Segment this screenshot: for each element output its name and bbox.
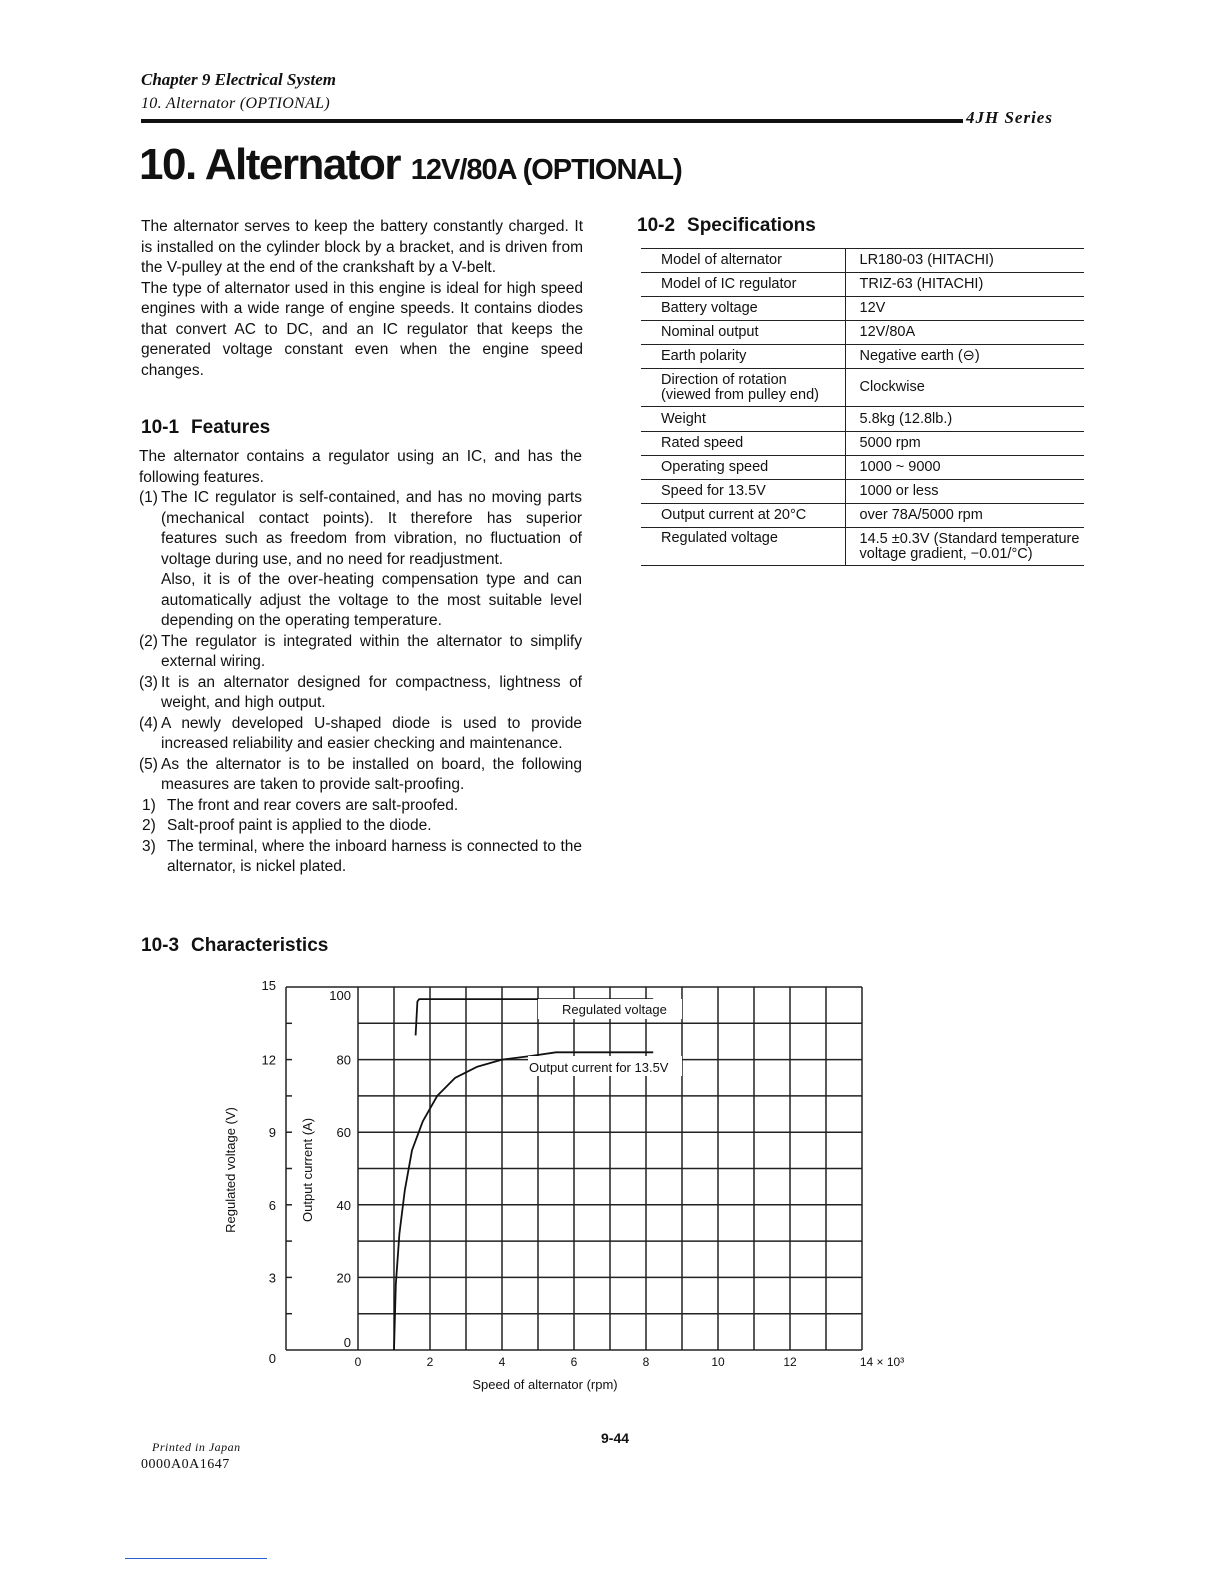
spec-value: over 78A/5000 rpm <box>845 504 1084 528</box>
y-right-axis-label: Output current (A) <box>300 1117 315 1223</box>
spec-value: TRIZ-63 (HITACHI) <box>845 273 1084 297</box>
list-marker: (4) <box>139 714 158 732</box>
list-marker: 1) <box>142 796 156 814</box>
list-item-text: The front and rear covers are salt-proofed. <box>167 796 459 814</box>
document-code: 0000A0A1647 <box>141 1457 230 1472</box>
spec-value: 12V <box>845 297 1084 321</box>
specs-heading-number: 10-2 <box>637 215 676 236</box>
spec-label: Battery voltage <box>641 297 845 321</box>
chart-series <box>394 999 653 1350</box>
spec-label: Output current at 20°C <box>641 504 845 528</box>
spec-label: Regulated voltage <box>641 528 845 566</box>
spec-value: 1000 ~ 9000 <box>845 456 1084 480</box>
intro-paragraph: The type of alternator used in this engine is ideal for high speed engines with a wide range of engine speeds. It contains diodes that convert AC to DC, and an IC regulator that keeps the generated voltage constant even when the engine speed changes. <box>141 279 583 379</box>
list-item-text: A newly developed U-shaped diode is used to provide increased reliability and easier checking and maintenance. <box>161 714 582 752</box>
series-label: 4JH Series <box>966 108 1053 127</box>
features-heading-label: Features <box>191 417 271 438</box>
x-tick-label: 8 <box>642 1355 650 1369</box>
section-subtitle: 10. Alternator (OPTIONAL) <box>141 95 330 112</box>
list-item-text: It is an alternator designed for compactness, lightness of weight, and high output. <box>161 673 582 711</box>
y-left-tick-label: 9 <box>268 1125 276 1141</box>
spec-label: Operating speed <box>641 456 845 480</box>
y-right-tick-label: 100 <box>329 988 351 1003</box>
x-tick-label: 2 <box>426 1355 434 1369</box>
specs-heading-label: Specifications <box>687 215 816 236</box>
y-left-tick-label: 3 <box>268 1270 276 1286</box>
spec-value: Clockwise <box>845 369 1084 407</box>
x-tick-label: 4 <box>498 1355 506 1369</box>
chart-grid <box>358 987 862 1350</box>
spec-label: Model of IC regulator <box>641 273 845 297</box>
y-right-tick-label: 60 <box>336 1125 351 1141</box>
spec-label: Direction of rotation (viewed from pulley end) <box>641 369 845 407</box>
spec-label: Speed for 13.5V <box>641 480 845 504</box>
spec-label: Model of alternator <box>641 249 845 273</box>
x-axis-label: Speed of alternator (rpm) <box>472 1377 618 1392</box>
x-tick-label: 14 × 10³ <box>859 1355 905 1369</box>
spec-label: Nominal output <box>641 321 845 345</box>
list-marker: (2) <box>139 632 158 650</box>
list-item-extra: Also, it is of the over-heating compensation type and can automatically adjust the voltage to the most suitable level depending on the operating temperature. <box>161 571 582 629</box>
list-marker: 3) <box>142 837 156 855</box>
page-title-main: 10. Alternator <box>139 140 401 189</box>
list-item-text: The regulator is integrated within the alternator to simplify external wiring. <box>161 632 582 670</box>
y-right-tick-label: 40 <box>336 1197 351 1213</box>
spec-label: Weight <box>641 407 845 432</box>
y-left-tick-label: 6 <box>268 1197 276 1213</box>
characteristics-heading-number: 10-3 <box>141 935 180 956</box>
x-tick-label: 12 <box>783 1355 797 1369</box>
spec-value: 5000 rpm <box>845 432 1084 456</box>
y-right-tick-label: 80 <box>336 1052 351 1068</box>
printed-in-japan: Printed in Japan <box>152 1440 241 1454</box>
series-label-current: Output current for 13.5V <box>529 1060 669 1075</box>
list-item-text: The IC regulator is self-contained, and has no moving parts (mechanical contact points). It therefore has superior features such as freedom from vibration, no fluctuation of voltage during use, and no need for readjustment. <box>161 489 582 568</box>
chapter-title: Chapter 9 Electrical System <box>141 70 337 89</box>
x-tick-label: 10 <box>711 1355 725 1369</box>
list-item-text: Salt-proof paint is applied to the diode. <box>167 817 432 834</box>
spec-value: 12V/80A <box>845 321 1084 345</box>
list-marker: 2) <box>142 817 156 834</box>
bottom-link-line <box>125 1558 267 1559</box>
x-tick-label: 6 <box>570 1355 578 1369</box>
y-left-tick-label: 15 <box>261 978 276 993</box>
spec-value: 5.8kg (12.8lb.) <box>845 407 1084 432</box>
y-left-tick-label: 12 <box>261 1052 276 1068</box>
page-title-sub: 12V/80A (OPTIONAL) <box>410 154 682 186</box>
chart-axes <box>286 987 358 1350</box>
features-heading-number: 10-1 <box>141 417 180 438</box>
list-item-text: The terminal, where the inboard harness is connected to the alternator, is nickel plated. <box>167 837 582 875</box>
y-right-tick-label: 20 <box>336 1270 351 1286</box>
y-left-axis-label: Regulated voltage (V) <box>223 1107 238 1233</box>
y-right-tick-label: 0 <box>343 1335 351 1350</box>
series-label-voltage: Regulated voltage <box>562 1002 667 1017</box>
list-marker: (5) <box>139 755 158 773</box>
page-number: 9-44 <box>601 1430 630 1446</box>
characteristics-heading-label: Characteristics <box>191 935 329 956</box>
spec-label: Rated speed <box>641 432 845 456</box>
list-marker: (3) <box>139 673 158 691</box>
features-lead: The alternator contains a regulator using an IC, and has the following features. <box>139 448 582 486</box>
spec-value: LR180-03 (HITACHI) <box>845 249 1084 273</box>
x-tick-label: 0 <box>354 1355 362 1369</box>
list-item-text: As the alternator is to be installed on board, the following measures are taken to provide salt-proofing. <box>161 755 582 793</box>
y-left-tick-label: 0 <box>268 1351 276 1366</box>
output-current-line <box>394 1052 653 1350</box>
spec-value: 1000 or less <box>845 480 1084 504</box>
spec-label: Earth polarity <box>641 345 845 369</box>
spec-value: Negative earth (⊖) <box>845 345 1084 369</box>
spec-value: 14.5 ±0.3V (Standard temperature voltage gradient, −0.01/°C) <box>845 528 1084 566</box>
intro-paragraph: The alternator serves to keep the battery constantly charged. It is installed on the cylinder block by a bracket, and is driven from the V-pulley at the end of the crankshaft by a V-belt. <box>141 218 583 276</box>
list-marker: (1) <box>139 489 158 506</box>
